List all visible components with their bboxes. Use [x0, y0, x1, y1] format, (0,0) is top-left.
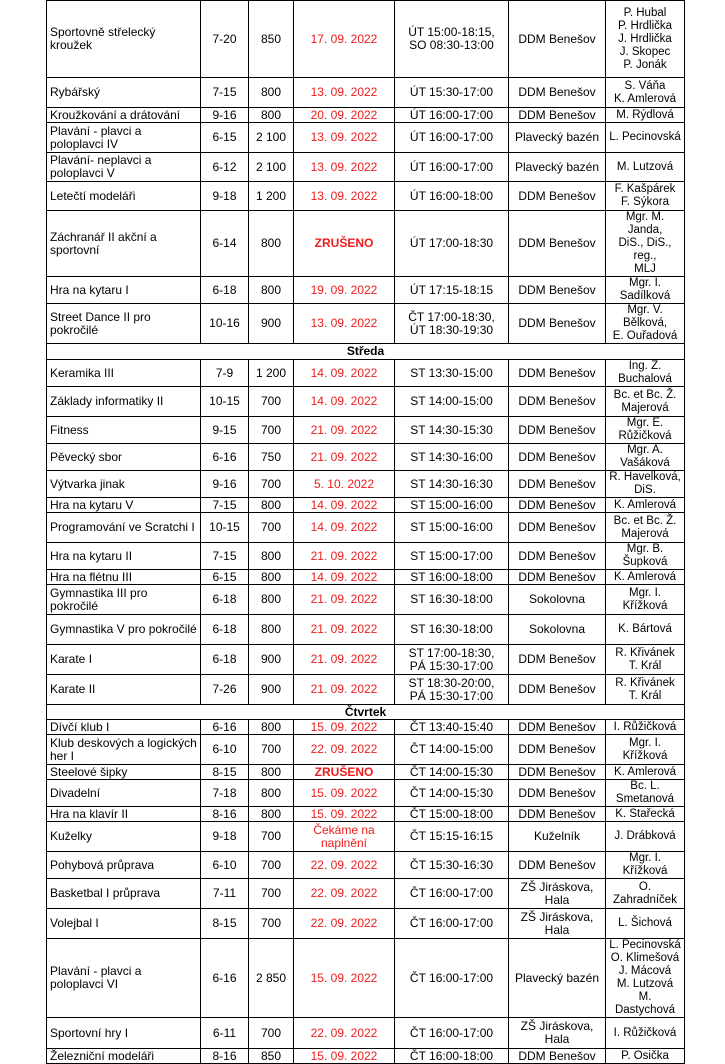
- table-row: [47, 277, 685, 304]
- schedule-time-cell: ČT 14:00-15:00: [395, 735, 509, 765]
- schedule-time-cell: ST 14:30-15:30: [395, 417, 509, 444]
- schedule-time-cell: ČT 17:00-18:30, ÚT 18:30-19:30: [395, 304, 509, 344]
- price-cell: 700: [249, 513, 294, 543]
- course-name-cell: Hra na kytaru V: [47, 498, 201, 513]
- instructor-cell: K. Stařecká: [606, 807, 685, 822]
- instructor-cell: Bc. et Bc. Ž. Majerová: [606, 387, 685, 417]
- table-row: [47, 498, 685, 513]
- table-row: [47, 780, 685, 807]
- location-cell: DDM Benešov: [509, 675, 606, 705]
- table-row: [47, 852, 685, 879]
- table-row: [47, 720, 685, 735]
- age-range-cell: 10-15: [201, 513, 249, 543]
- price-cell: 800: [249, 108, 294, 123]
- course-name-cell: Sportovně střelecký kroužek: [47, 1, 201, 78]
- location-cell: DDM Benešov: [509, 780, 606, 807]
- table-row: [47, 615, 685, 645]
- age-range-cell: 7-11: [201, 879, 249, 909]
- course-name-cell: Plavání - plavci a poloplavci VI: [47, 939, 201, 1018]
- location-cell: Sokolovna: [509, 585, 606, 615]
- instructor-cell: I. Růžičková: [606, 1018, 685, 1049]
- table-row: [47, 543, 685, 570]
- location-cell: DDM Benešov: [509, 387, 606, 417]
- age-range-cell: 8-15: [201, 765, 249, 780]
- start-date-cell: Čekáme na naplnění: [294, 822, 395, 852]
- age-range-cell: 9-15: [201, 417, 249, 444]
- price-cell: 800: [249, 807, 294, 822]
- instructor-cell: Mgr. V. Bělková, E. Ouřadová: [606, 304, 685, 344]
- location-cell: DDM Benešov: [509, 807, 606, 822]
- table-row: [47, 1, 685, 78]
- price-cell: 800: [249, 570, 294, 585]
- instructor-cell: Mgr. I. Křížková: [606, 852, 685, 879]
- table-row: [47, 675, 685, 705]
- start-date-cell: 15. 09. 2022: [294, 939, 395, 1018]
- day-section-header: [47, 344, 685, 360]
- age-range-cell: 6-11: [201, 1018, 249, 1049]
- location-cell: DDM Benešov: [509, 852, 606, 879]
- instructor-cell: Mgr. I. Sadílková: [606, 277, 685, 304]
- price-cell: 850: [249, 1, 294, 78]
- instructor-cell: L. Pecinovská O. Klimešová J. Mácová M. Lutzová M. Dastychová: [606, 939, 685, 1018]
- price-cell: 700: [249, 822, 294, 852]
- schedule-time-cell: ČT 13:40-15:40: [395, 720, 509, 735]
- schedule-time-cell: ST 18:30-20:00, PÁ 15:30-17:00: [395, 675, 509, 705]
- course-name-cell: Sportovní hry I: [47, 1018, 201, 1049]
- schedule-time-cell: ÚT 16:00-17:00: [395, 108, 509, 123]
- start-date-cell: 22. 09. 2022: [294, 909, 395, 939]
- table-row: [47, 78, 685, 108]
- start-date-cell: 5. 10. 2022: [294, 471, 395, 498]
- schedule-table: [46, 0, 685, 1064]
- schedule-time-cell: ČT 15:00-18:00: [395, 807, 509, 822]
- schedule-time-cell: ÚT 15:00-18:15, SO 08:30-13:00: [395, 1, 509, 78]
- price-cell: 900: [249, 675, 294, 705]
- price-cell: 700: [249, 417, 294, 444]
- table-row: [47, 807, 685, 822]
- course-name-cell: Záchranář II akční a sportovní: [47, 211, 201, 277]
- price-cell: 900: [249, 304, 294, 344]
- age-range-cell: 7-15: [201, 498, 249, 513]
- age-range-cell: 6-16: [201, 939, 249, 1018]
- price-cell: 700: [249, 471, 294, 498]
- age-range-cell: 9-18: [201, 822, 249, 852]
- course-name-cell: Kroužkování a drátování: [47, 108, 201, 123]
- location-cell: DDM Benešov: [509, 417, 606, 444]
- start-date-cell: 13. 09. 2022: [294, 304, 395, 344]
- table-row: [47, 108, 685, 123]
- price-cell: 800: [249, 615, 294, 645]
- instructor-cell: M. Lutzová: [606, 153, 685, 182]
- location-cell: DDM Benešov: [509, 78, 606, 108]
- schedule-time-cell: ST 16:00-18:00: [395, 570, 509, 585]
- location-cell: DDM Benešov: [509, 211, 606, 277]
- schedule-time-cell: ČT 15:30-16:30: [395, 852, 509, 879]
- location-cell: ZŠ Jiráskova, Hala: [509, 909, 606, 939]
- price-cell: 2 100: [249, 153, 294, 182]
- start-date-cell: 14. 09. 2022: [294, 513, 395, 543]
- instructor-cell: F. Kašpárek F. Sýkora: [606, 182, 685, 211]
- price-cell: 750: [249, 444, 294, 471]
- course-name-cell: Klub deskových a logických her I: [47, 735, 201, 765]
- course-name-cell: Rybářský: [47, 78, 201, 108]
- instructor-cell: Mgr. I. Křížková: [606, 585, 685, 615]
- schedule-time-cell: ÚT 17:15-18:15: [395, 277, 509, 304]
- table-row: [47, 182, 685, 211]
- location-cell: DDM Benešov: [509, 1, 606, 78]
- schedule-time-cell: ST 15:00-16:00: [395, 498, 509, 513]
- table-row: [47, 444, 685, 471]
- price-cell: 800: [249, 277, 294, 304]
- table-row: [47, 879, 685, 909]
- table-row: [47, 939, 685, 1018]
- schedule-time-cell: ST 15:00-16:00: [395, 513, 509, 543]
- start-date-cell: ZRUŠENO: [294, 765, 395, 780]
- schedule-time-cell: ÚT 16:00-17:00: [395, 123, 509, 153]
- age-range-cell: 6-16: [201, 720, 249, 735]
- start-date-cell: 15. 09. 2022: [294, 1049, 395, 1064]
- course-name-cell: Plavání - plavci a poloplavci IV: [47, 123, 201, 153]
- start-date-cell: 17. 09. 2022: [294, 1, 395, 78]
- course-name-cell: Plavání- neplavci a poloplavci V: [47, 153, 201, 182]
- table-row: [47, 211, 685, 277]
- schedule-time-cell: ČT 16:00-18:00: [395, 1049, 509, 1064]
- schedule-time-cell: ST 16:30-18:00: [395, 615, 509, 645]
- age-range-cell: 7-18: [201, 780, 249, 807]
- course-name-cell: Základy informatiky II: [47, 387, 201, 417]
- price-cell: 700: [249, 735, 294, 765]
- start-date-cell: 22. 09. 2022: [294, 852, 395, 879]
- instructor-cell: R. Křivánek T. Král: [606, 645, 685, 675]
- course-name-cell: Gymnastika III pro pokročilé: [47, 585, 201, 615]
- start-date-cell: 21. 09. 2022: [294, 543, 395, 570]
- start-date-cell: 15. 09. 2022: [294, 720, 395, 735]
- age-range-cell: 7-26: [201, 675, 249, 705]
- start-date-cell: 14. 09. 2022: [294, 387, 395, 417]
- start-date-cell: 13. 09. 2022: [294, 123, 395, 153]
- price-cell: 2 850: [249, 939, 294, 1018]
- location-cell: DDM Benešov: [509, 765, 606, 780]
- instructor-cell: L. Pecinovská: [606, 123, 685, 153]
- location-cell: DDM Benešov: [509, 304, 606, 344]
- price-cell: 850: [249, 1049, 294, 1064]
- table-row: [47, 513, 685, 543]
- course-name-cell: Kuželky: [47, 822, 201, 852]
- age-range-cell: 6-18: [201, 277, 249, 304]
- age-range-cell: 8-16: [201, 1049, 249, 1064]
- table-row: [47, 387, 685, 417]
- table-row: [47, 1049, 685, 1064]
- age-range-cell: 6-16: [201, 444, 249, 471]
- location-cell: Plavecký bazén: [509, 939, 606, 1018]
- location-cell: Kuželník: [509, 822, 606, 852]
- price-cell: 800: [249, 498, 294, 513]
- instructor-cell: R. Křivánek T. Král: [606, 675, 685, 705]
- age-range-cell: 6-15: [201, 123, 249, 153]
- location-cell: DDM Benešov: [509, 498, 606, 513]
- course-name-cell: Hra na kytaru I: [47, 277, 201, 304]
- price-cell: 900: [249, 645, 294, 675]
- start-date-cell: 13. 09. 2022: [294, 78, 395, 108]
- age-range-cell: 7-9: [201, 360, 249, 387]
- instructor-cell: Bc. et Bc. Ž. Majerová: [606, 513, 685, 543]
- instructor-cell: Mgr. I. Křížková: [606, 735, 685, 765]
- course-name-cell: Volejbal I: [47, 909, 201, 939]
- table-row: [47, 417, 685, 444]
- instructor-cell: K. Amlerová: [606, 570, 685, 585]
- course-name-cell: Letečtí modeláři: [47, 182, 201, 211]
- course-name-cell: Železniční modeláři: [47, 1049, 201, 1064]
- schedule-time-cell: ST 14:30-16:00: [395, 444, 509, 471]
- location-cell: DDM Benešov: [509, 108, 606, 123]
- location-cell: DDM Benešov: [509, 444, 606, 471]
- table-row: [47, 570, 685, 585]
- schedule-time-cell: ČT 16:00-17:00: [395, 909, 509, 939]
- age-range-cell: 6-14: [201, 211, 249, 277]
- age-range-cell: 7-15: [201, 78, 249, 108]
- course-name-cell: Pěvecký sbor: [47, 444, 201, 471]
- instructor-cell: Bc. L. Smetanová: [606, 780, 685, 807]
- instructor-cell: S. Váňa K. Amlerová: [606, 78, 685, 108]
- instructor-cell: Mgr. B. Šupková: [606, 543, 685, 570]
- course-name-cell: Gymnastika V pro pokročilé: [47, 615, 201, 645]
- age-range-cell: 8-15: [201, 909, 249, 939]
- price-cell: 800: [249, 211, 294, 277]
- table-row: [47, 471, 685, 498]
- start-date-cell: 22. 09. 2022: [294, 879, 395, 909]
- table-row: [47, 153, 685, 182]
- table-row: [47, 765, 685, 780]
- instructor-cell: R. Havelková, DiS.: [606, 471, 685, 498]
- course-name-cell: Výtvarka jinak: [47, 471, 201, 498]
- table-row: [47, 304, 685, 344]
- start-date-cell: 21. 09. 2022: [294, 675, 395, 705]
- instructor-cell: Mgr. M. Janda, DiS., DiS., reg., MLJ: [606, 211, 685, 277]
- instructor-cell: Mgr. A. Vašáková: [606, 444, 685, 471]
- instructor-cell: P. Osička: [606, 1049, 685, 1064]
- schedule-body: [47, 1, 685, 1064]
- schedule-time-cell: ÚT 16:00-17:00: [395, 153, 509, 182]
- start-date-cell: 14. 09. 2022: [294, 570, 395, 585]
- instructor-cell: K. Bártová: [606, 615, 685, 645]
- schedule-time-cell: ST 17:00-18:30, PÁ 15:30-17:00: [395, 645, 509, 675]
- location-cell: DDM Benešov: [509, 513, 606, 543]
- start-date-cell: 21. 09. 2022: [294, 645, 395, 675]
- age-range-cell: 6-18: [201, 645, 249, 675]
- schedule-time-cell: ČT 16:00-17:00: [395, 939, 509, 1018]
- day-section-header: [47, 705, 685, 720]
- schedule-time-cell: ÚT 17:00-18:30: [395, 211, 509, 277]
- table-row: [47, 822, 685, 852]
- schedule-time-cell: ÚT 16:00-18:00: [395, 182, 509, 211]
- schedule-time-cell: ST 15:00-17:00: [395, 543, 509, 570]
- start-date-cell: 21. 09. 2022: [294, 417, 395, 444]
- start-date-cell: 20. 09. 2022: [294, 108, 395, 123]
- start-date-cell: 14. 09. 2022: [294, 360, 395, 387]
- location-cell: DDM Benešov: [509, 360, 606, 387]
- instructor-cell: L. Šichová: [606, 909, 685, 939]
- instructor-cell: K. Amlerová: [606, 765, 685, 780]
- instructor-cell: I. Růžičková: [606, 720, 685, 735]
- start-date-cell: 13. 09. 2022: [294, 153, 395, 182]
- price-cell: 700: [249, 909, 294, 939]
- age-range-cell: 9-16: [201, 108, 249, 123]
- schedule-time-cell: ČT 14:00-15:30: [395, 765, 509, 780]
- table-row: [47, 1018, 685, 1049]
- location-cell: Plavecký bazén: [509, 123, 606, 153]
- price-cell: 700: [249, 1018, 294, 1049]
- price-cell: 800: [249, 765, 294, 780]
- instructor-cell: Mgr. E. Růžičková: [606, 417, 685, 444]
- age-range-cell: 6-18: [201, 585, 249, 615]
- location-cell: DDM Benešov: [509, 543, 606, 570]
- start-date-cell: 21. 09. 2022: [294, 444, 395, 471]
- age-range-cell: 6-10: [201, 852, 249, 879]
- location-cell: DDM Benešov: [509, 471, 606, 498]
- age-range-cell: 7-15: [201, 543, 249, 570]
- start-date-cell: 14. 09. 2022: [294, 498, 395, 513]
- course-name-cell: Steelové šipky: [47, 765, 201, 780]
- age-range-cell: 9-16: [201, 471, 249, 498]
- location-cell: DDM Benešov: [509, 720, 606, 735]
- day-section-label: Čtvrtek: [47, 705, 685, 720]
- table-row: [47, 909, 685, 939]
- location-cell: DDM Benešov: [509, 182, 606, 211]
- instructor-cell: K. Amlerová: [606, 498, 685, 513]
- instructor-cell: J. Drábková: [606, 822, 685, 852]
- course-name-cell: Dívčí klub I: [47, 720, 201, 735]
- table-row: [47, 585, 685, 615]
- course-name-cell: Hra na flétnu III: [47, 570, 201, 585]
- price-cell: 800: [249, 585, 294, 615]
- age-range-cell: 10-16: [201, 304, 249, 344]
- location-cell: ZŠ Jiráskova, Hala: [509, 1018, 606, 1049]
- table-row: [47, 735, 685, 765]
- course-name-cell: Programování ve Scratchi I: [47, 513, 201, 543]
- location-cell: Sokolovna: [509, 615, 606, 645]
- table-row: [47, 645, 685, 675]
- instructor-cell: Ing. Z. Buchalová: [606, 360, 685, 387]
- start-date-cell: 15. 09. 2022: [294, 807, 395, 822]
- age-range-cell: 9-18: [201, 182, 249, 211]
- schedule-time-cell: ČT 14:00-15:30: [395, 780, 509, 807]
- instructor-cell: O. Zahradníček: [606, 879, 685, 909]
- course-name-cell: Hra na kytaru II: [47, 543, 201, 570]
- schedule-time-cell: ST 14:30-16:30: [395, 471, 509, 498]
- schedule-time-cell: ST 16:30-18:00: [395, 585, 509, 615]
- course-name-cell: Basketbal I průprava: [47, 879, 201, 909]
- age-range-cell: 8-16: [201, 807, 249, 822]
- location-cell: DDM Benešov: [509, 570, 606, 585]
- price-cell: 1 200: [249, 360, 294, 387]
- age-range-cell: 6-12: [201, 153, 249, 182]
- start-date-cell: ZRUŠENO: [294, 211, 395, 277]
- table-row: [47, 360, 685, 387]
- schedule-time-cell: ČT 15:15-16:15: [395, 822, 509, 852]
- age-range-cell: 6-15: [201, 570, 249, 585]
- course-name-cell: Keramika III: [47, 360, 201, 387]
- start-date-cell: 15. 09. 2022: [294, 780, 395, 807]
- price-cell: 800: [249, 78, 294, 108]
- price-cell: 1 200: [249, 182, 294, 211]
- location-cell: Plavecký bazén: [509, 153, 606, 182]
- location-cell: DDM Benešov: [509, 645, 606, 675]
- location-cell: DDM Benešov: [509, 277, 606, 304]
- day-section-label: Středa: [47, 344, 685, 360]
- start-date-cell: 19. 09. 2022: [294, 277, 395, 304]
- location-cell: ZŠ Jiráskova, Hala: [509, 879, 606, 909]
- course-name-cell: Karate I: [47, 645, 201, 675]
- price-cell: 800: [249, 780, 294, 807]
- course-name-cell: Street Dance II pro pokročilé: [47, 304, 201, 344]
- age-range-cell: 7-20: [201, 1, 249, 78]
- start-date-cell: 13. 09. 2022: [294, 182, 395, 211]
- start-date-cell: 22. 09. 2022: [294, 1018, 395, 1049]
- schedule-time-cell: ČT 16:00-17:00: [395, 879, 509, 909]
- price-cell: 700: [249, 852, 294, 879]
- start-date-cell: 21. 09. 2022: [294, 585, 395, 615]
- location-cell: DDM Benešov: [509, 735, 606, 765]
- price-cell: 800: [249, 543, 294, 570]
- course-name-cell: Hra na klavír II: [47, 807, 201, 822]
- course-name-cell: Pohybová průprava: [47, 852, 201, 879]
- age-range-cell: 6-10: [201, 735, 249, 765]
- start-date-cell: 21. 09. 2022: [294, 615, 395, 645]
- age-range-cell: 10-15: [201, 387, 249, 417]
- schedule-time-cell: ST 14:00-15:00: [395, 387, 509, 417]
- table-row: [47, 123, 685, 153]
- start-date-cell: 22. 09. 2022: [294, 735, 395, 765]
- schedule-time-cell: ČT 16:00-17:00: [395, 1018, 509, 1049]
- instructor-cell: M. Rýdlová: [606, 108, 685, 123]
- course-name-cell: Karate II: [47, 675, 201, 705]
- location-cell: DDM Benešov: [509, 1049, 606, 1064]
- course-name-cell: Divadelní: [47, 780, 201, 807]
- age-range-cell: 6-18: [201, 615, 249, 645]
- instructor-cell: P. Hubal P. Hrdlička J. Hrdlička J. Skopec P. Jonák: [606, 1, 685, 78]
- price-cell: 2 100: [249, 123, 294, 153]
- course-name-cell: Fitness: [47, 417, 201, 444]
- schedule-time-cell: ÚT 15:30-17:00: [395, 78, 509, 108]
- price-cell: 800: [249, 720, 294, 735]
- price-cell: 700: [249, 387, 294, 417]
- schedule-time-cell: ST 13:30-15:00: [395, 360, 509, 387]
- price-cell: 700: [249, 879, 294, 909]
